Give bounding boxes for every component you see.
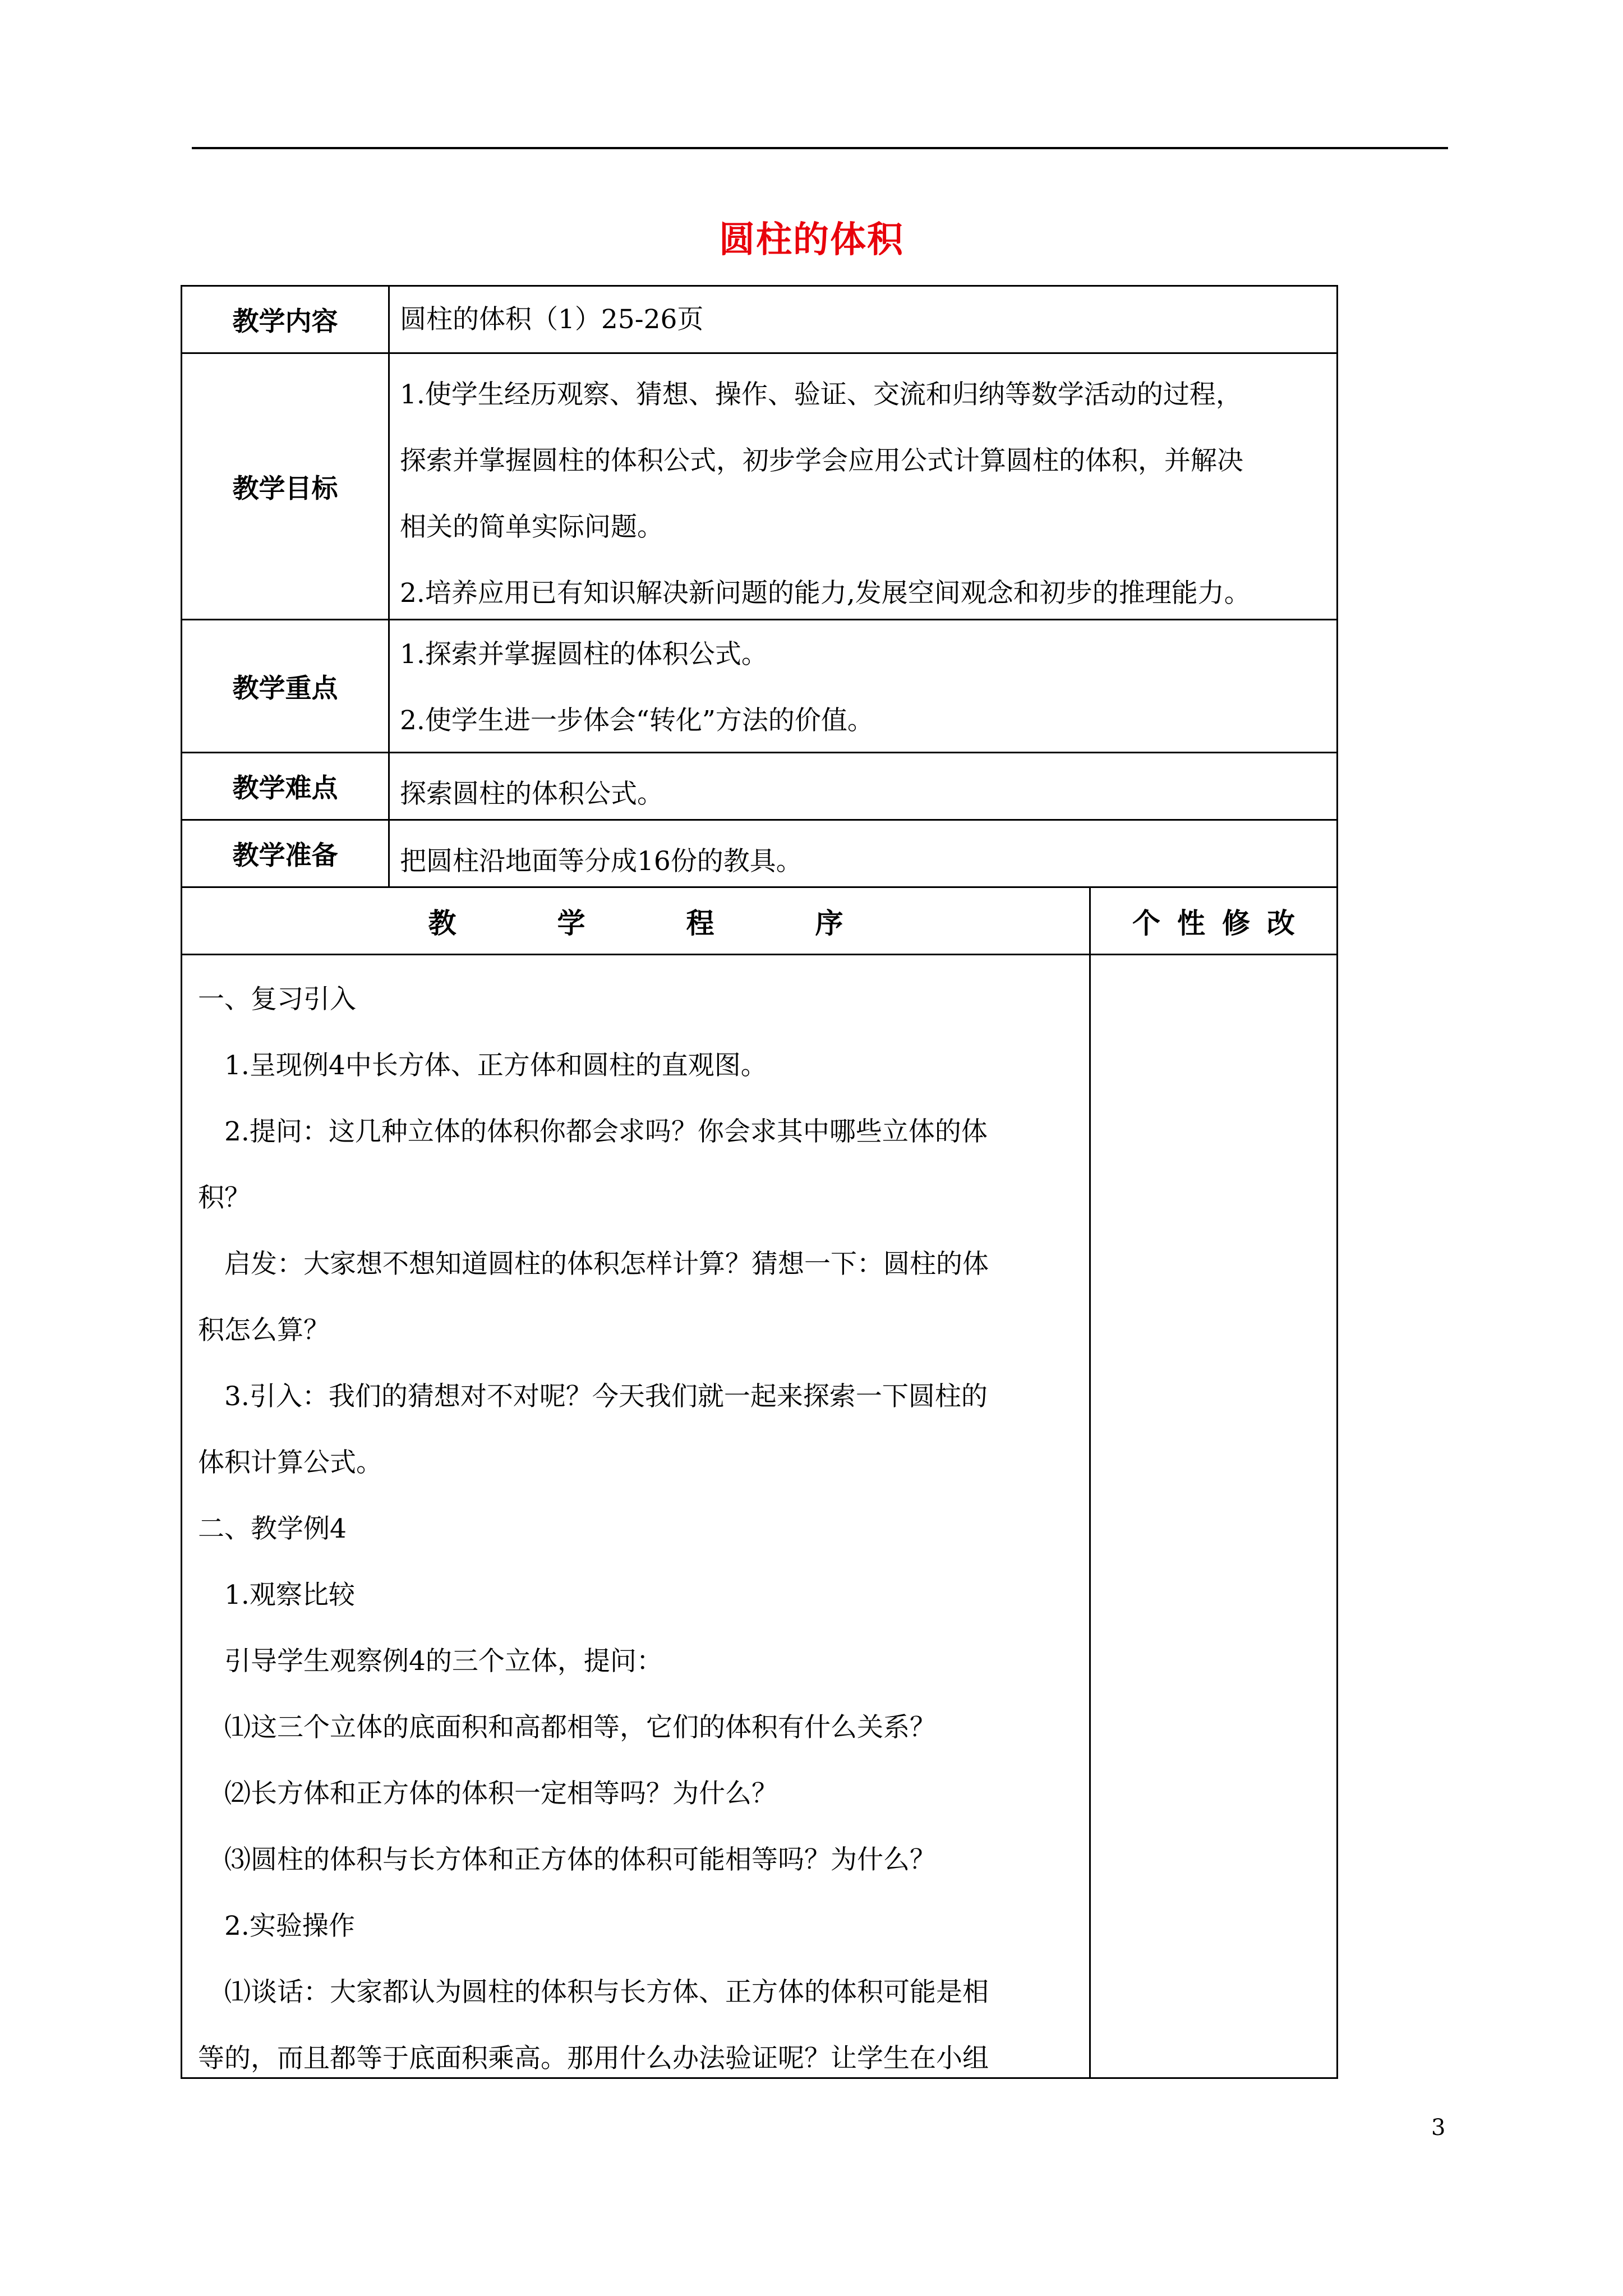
goals-label [181, 352, 390, 620]
key-points-label [181, 619, 390, 753]
key-points-label-text: 教学重点 [232, 673, 338, 704]
procedure-line: 等的，而且都等于底面积乘高。那用什么办法验证呢？让学生在小组 [198, 2043, 989, 2074]
procedure-line: 3.引入：我们的猜想对不对呢？今天我们就一起来探索一下圆柱的 [224, 1381, 988, 1412]
procedure-line: 引导学生观察例4的三个立体，提问： [224, 1646, 663, 1677]
procedure-line: 2.实验操作 [224, 1911, 355, 1941]
difficulty-value: 探索圆柱的体积公式。 [400, 778, 663, 809]
procedure-line: ⑵长方体和正方体的体积一定相等吗？为什么？ [224, 1778, 778, 1809]
procedure-line: ⑶圆柱的体积与长方体和正方体的体积可能相等吗？为什么？ [224, 1844, 936, 1875]
procedure-line: 一、复习引入 [198, 984, 356, 1015]
goals-cell [388, 352, 1338, 620]
goals-label-text: 教学目标 [232, 473, 338, 504]
content-value: 圆柱的体积（1）25-26页 [400, 303, 704, 335]
key-points-cell [388, 619, 1338, 753]
procedure-line: ⑴谈话：大家都认为圆柱的体积与长方体、正方体的体积可能是相 [224, 1977, 989, 2008]
header-rule [192, 147, 1448, 149]
procedure-header [181, 886, 1091, 955]
goals-line: 2.培养应用已有知识解决新问题的能力,发展空间观念和初步的推理能力。 [400, 578, 1251, 609]
procedure-line: 二、教学例4 [198, 1513, 347, 1544]
procedure-line: 积？ [198, 1182, 251, 1213]
procedure-line: ⑴这三个立体的底面积和高都相等，它们的体积有什么关系？ [224, 1712, 936, 1743]
content-label [181, 285, 390, 354]
modify-header [1089, 886, 1338, 955]
difficulty-label-text: 教学难点 [232, 773, 338, 804]
content-label-text: 教学内容 [232, 306, 338, 337]
difficulty-label [181, 752, 390, 821]
content-value-cell [388, 285, 1338, 354]
procedure-line: 启发：大家想不想知道圆柱的体积怎样计算？猜想一下：圆柱的体 [224, 1249, 989, 1280]
procedure-line: 1.呈现例4中长方体、正方体和圆柱的直观图。 [224, 1050, 767, 1081]
goals-line: 1.使学生经历观察、猜想、操作、验证、交流和归纳等数学活动的过程， [400, 379, 1242, 410]
procedure-header-text: 教学程序 [428, 907, 944, 940]
procedure-body [181, 954, 1091, 2079]
procedure-line: 1.观察比较 [224, 1580, 355, 1611]
procedure-line: 2.提问：这几种立体的体积你都会求吗？你会求其中哪些立体的体 [224, 1116, 988, 1147]
modify-body [1089, 954, 1338, 2079]
preparation-cell [388, 819, 1338, 888]
goals-line: 相关的简单实际问题。 [400, 512, 663, 542]
preparation-label [181, 819, 390, 888]
goals-line: 探索并掌握圆柱的体积公式，初步学会应用公式计算圆柱的体积，并解决 [400, 445, 1243, 476]
key-points-line: 2.使学生进一步体会“转化”方法的价值。 [400, 705, 874, 736]
page-number: 3 [1431, 2115, 1446, 2141]
preparation-label-text: 教学准备 [232, 840, 338, 871]
difficulty-cell [388, 752, 1338, 821]
preparation-value: 把圆柱沿地面等分成16份的教具。 [400, 845, 803, 877]
key-points-line: 1.探索并掌握圆柱的体积公式。 [400, 639, 768, 670]
procedure-line: 积怎么算？ [198, 1315, 330, 1346]
modify-header-text: 个性修改 [1132, 907, 1312, 940]
document-title: 圆柱的体积 [719, 219, 904, 261]
procedure-line: 体积计算公式。 [198, 1447, 382, 1478]
